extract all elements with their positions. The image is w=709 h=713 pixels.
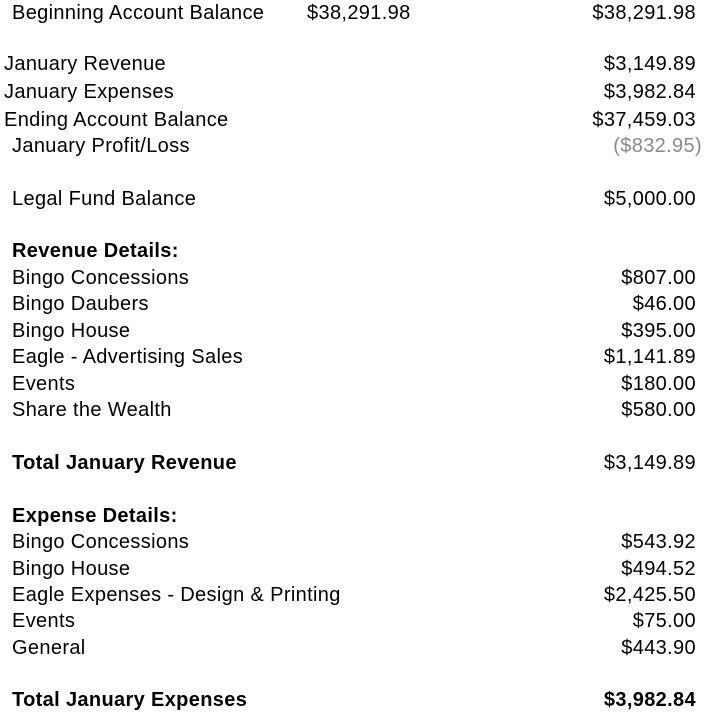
expense-row-label: Bingo Concessions: [12, 531, 190, 553]
expense-row-amount: $75.00: [632, 610, 696, 632]
revenue-row: [0, 265, 709, 291]
january-revenue-row: [0, 51, 709, 77]
expense-row-label: Events: [12, 610, 76, 632]
revenue-row-amount: $580.00: [621, 399, 696, 421]
revenue-row-label: Bingo Daubers: [12, 293, 149, 315]
beginning-balance-row: [0, 0, 709, 26]
revenue-row: [0, 397, 709, 423]
total-revenue-amount: $3,149.89: [603, 452, 696, 474]
expense-row-amount: $494.52: [621, 558, 696, 580]
revenue-row-amount: $46.00: [632, 293, 696, 315]
expense-row-label: General: [12, 637, 86, 659]
total-revenue-row: [0, 450, 709, 476]
expense-row-amount: $543.92: [621, 531, 696, 553]
legal-fund-amount: $5,000.00: [603, 188, 696, 210]
expense-row: [0, 556, 709, 582]
expense-row-label: Eagle Expenses - Design & Printing: [12, 584, 341, 606]
total-expenses-label: Total January Expenses: [12, 689, 248, 711]
revenue-row-label: Bingo House: [12, 320, 131, 342]
expense-row: [0, 582, 709, 608]
expense-row: [0, 608, 709, 634]
profit-loss-amount: ($832.95): [613, 135, 702, 157]
revenue-row-amount: $395.00: [621, 320, 696, 342]
profit-loss-row: [0, 133, 709, 159]
expense-row-amount: $2,425.50: [603, 584, 696, 606]
expense-row-amount: $443.90: [621, 637, 696, 659]
total-revenue-label: Total January Revenue: [12, 452, 237, 474]
revenue-row-amount: $1,141.89: [603, 346, 696, 368]
total-expenses-row: [0, 687, 709, 713]
legal-fund-label: Legal Fund Balance: [12, 188, 197, 210]
revenue-row: [0, 291, 709, 317]
revenue-row: [0, 371, 709, 397]
revenue-details-heading-row: [0, 238, 709, 264]
revenue-row-amount: $180.00: [621, 373, 696, 395]
revenue-row: [0, 318, 709, 344]
ending-balance-row: [0, 107, 709, 133]
revenue-row-label: Share the Wealth: [12, 399, 172, 421]
revenue-row-label: Eagle - Advertising Sales: [12, 346, 244, 368]
january-expenses-row: [0, 79, 709, 105]
total-expenses-amount: $3,982.84: [603, 689, 696, 711]
expense-row-label: Bingo House: [12, 558, 131, 580]
expense-details-heading-row: [0, 503, 709, 529]
ending-balance-amount: $37,459.03: [592, 109, 696, 131]
beginning-balance-amount: $38,291.98: [592, 2, 696, 24]
revenue-row-label: Bingo Concessions: [12, 267, 190, 289]
january-expenses-amount: $3,982.84: [603, 81, 696, 103]
beginning-balance-mid-amount: $38,291.98: [307, 2, 411, 24]
january-revenue-amount: $3,149.89: [603, 53, 696, 75]
revenue-row: [0, 344, 709, 370]
expense-row: [0, 635, 709, 661]
revenue-row-amount: $807.00: [621, 267, 696, 289]
legal-fund-row: [0, 186, 709, 212]
ending-balance-label: Ending Account Balance: [4, 109, 229, 131]
beginning-balance-label: Beginning Account Balance: [12, 2, 265, 24]
revenue-details-heading: Revenue Details:: [12, 240, 179, 262]
january-revenue-label: January Revenue: [4, 53, 167, 75]
expense-row: [0, 529, 709, 555]
profit-loss-label: January Profit/Loss: [12, 135, 190, 157]
expense-details-heading: Expense Details:: [12, 505, 178, 527]
january-expenses-label: January Expenses: [4, 81, 175, 103]
revenue-row-label: Events: [12, 373, 76, 395]
